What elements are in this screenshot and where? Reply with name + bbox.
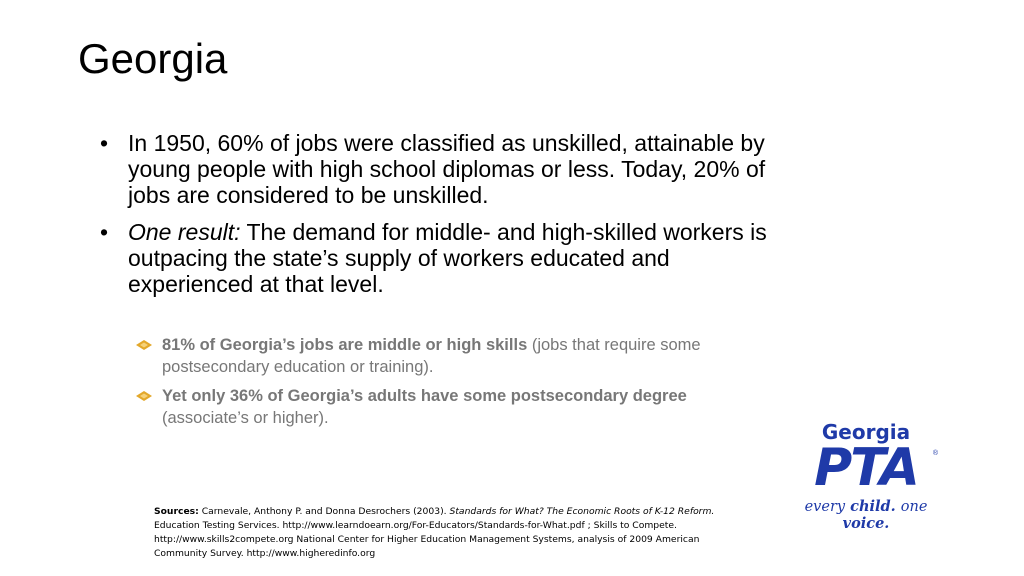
bullet-dot-icon: • [100,219,109,245]
sub-bullet-text: (associate’s or higher). [162,409,329,427]
logo-tag-every: every [804,499,846,515]
sub-bullet-bold: Yet only 36% of Georgia’s adults have some postsecondary degree [162,387,687,405]
bullet-dot-icon: • [100,130,109,156]
sub-bullet-bold: 81% of Georgia’s jobs are middle or high skills [162,336,528,354]
bullet-lead-italic: One result: [128,219,241,245]
sub-bullet-list [136,334,766,436]
sub-bullet-text: (jobs that require some postsecondary education or training). [162,336,701,376]
slide-title: Georgia [78,35,228,82]
sources-text-2: Education Testing Services. http://www.learndoearn.org/For-Educators/Standards-for-What.pdf ; Skills to Compete. http://www.skills2compete.org National Center for Higher Education Management Systems, analysis of 2009 American Community Survey. http://www.higheredinfo.org [154,520,700,559]
bullet-text: The demand for middle- and high-skilled workers is outpacing the state’s supply of workers educated and experienced at that level. [128,219,767,297]
logo-pta-text: PTA [814,438,918,498]
diamond-arrow-icon [136,340,152,350]
logo-tag-one: one [900,499,928,515]
bullet-text: In 1950, 60% of jobs were classified as unskilled, attainable by young people with high school diplomas or less. Today, 20% of jobs are considered to be unskilled. [128,130,766,208]
logo-tagline [786,498,946,532]
sub-bullet-item [136,385,766,429]
diamond-arrow-icon [136,391,152,401]
logo-georgia-text: Georgia [821,420,911,444]
sub-bullet-item [136,334,766,378]
bullet-item [100,219,790,297]
logo-tag-voice: voice. [842,515,890,532]
sources-text-1: Carnevale, Anthony P. and Donna Desrochers (2003). [198,506,450,517]
bullet-item [100,130,790,208]
logo-tag-child: child. [845,498,901,515]
sources-footnote [154,505,744,561]
sources-label: Sources: [154,506,199,517]
georgia-pta-logo [786,420,946,532]
sources-italic-title: Standards for What? The Economic Roots of K-12 Reform. [449,506,715,517]
main-bullet-list [100,130,790,308]
logo-registered-mark: ® [932,450,938,457]
